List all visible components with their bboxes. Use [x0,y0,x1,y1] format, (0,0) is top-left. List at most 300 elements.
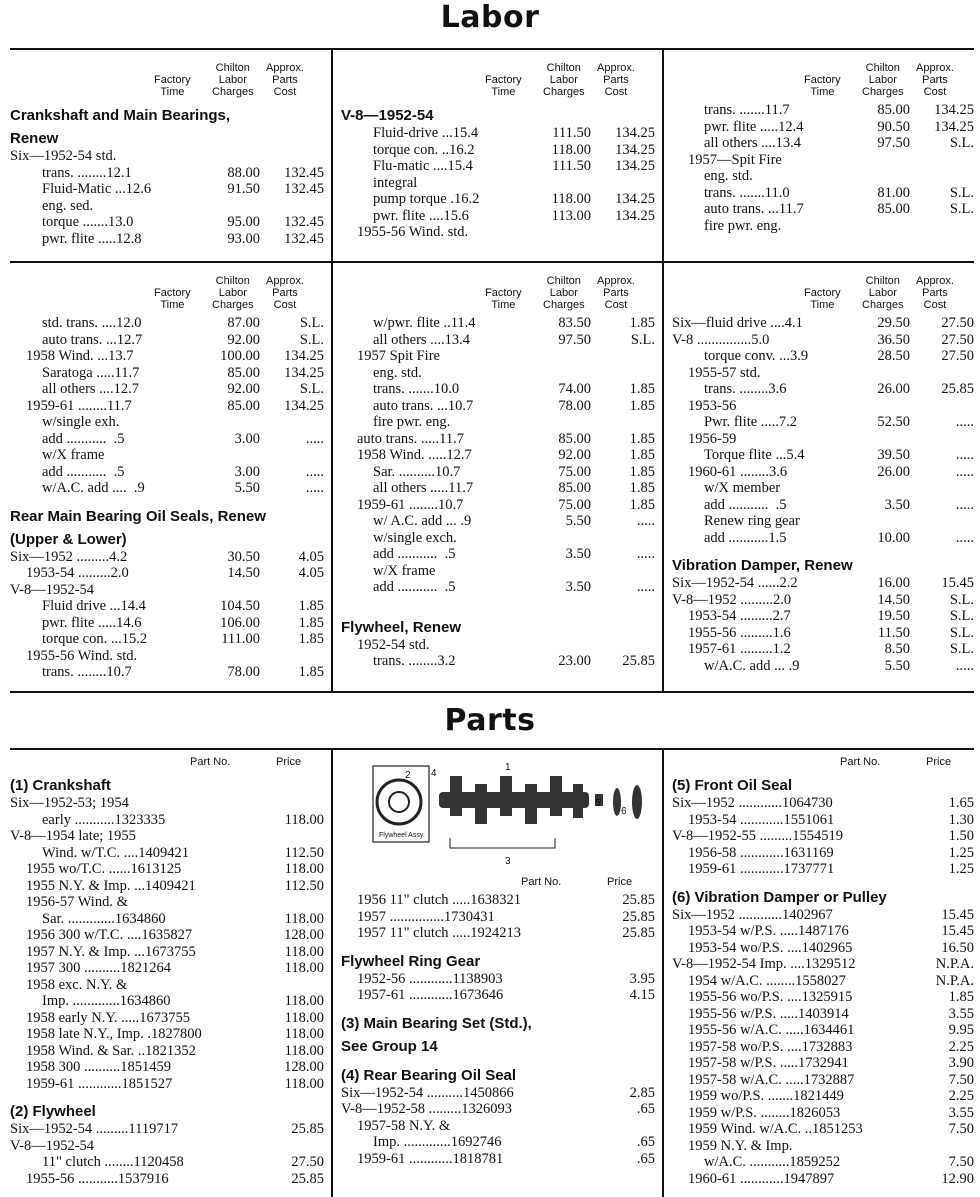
labor-column-header [341,50,655,102]
labor-charge [200,648,260,665]
row-description: trans. ........3.6 [704,381,787,397]
table-row [672,365,974,382]
row-description: 1958 Wind. & Sar. ..1821352 [26,1042,196,1059]
labor-charge: 92.00 [558,447,591,463]
table-row [10,582,324,599]
table-row [10,181,324,198]
part-price: 1.65 [948,795,974,811]
figure-label: 5 [595,798,601,809]
labor-charge: 14.50 [227,565,260,581]
row-description: integral [373,174,418,191]
row-description: 1956-59 [688,430,737,447]
table-row [672,530,974,547]
row-description: 1959 w/P.S. ........1826053 [688,1104,841,1121]
labor-block [341,50,655,241]
table-row [672,447,974,464]
row-description: 1957 Spit Fire [357,348,440,364]
table-row [672,625,974,642]
parts-cost: S.L. [949,608,974,624]
part-price: 1.25 [948,844,974,861]
part-price: 27.50 [291,1154,324,1170]
labor-charge [531,224,591,241]
table-row [10,861,324,878]
row-description: Imp. .............1634860 [42,993,171,1009]
section-title: (1) Crankshaft [10,777,111,794]
spacer [672,546,974,552]
parts-column [672,752,974,1187]
col-header-approx: Approx. Parts Cost [266,62,304,98]
row-description: 1954 w/A.C. ........1558027 [688,972,846,989]
labor-charge: 88.00 [227,164,260,181]
row-description: 1960-61 ............1947897 [688,1170,835,1187]
crankshaft-diagram [355,758,655,872]
table-row [672,398,974,415]
parts-cost [591,224,655,241]
parts-cost [260,198,324,215]
table-row [10,381,324,398]
table-row [341,1101,655,1118]
part-price [912,1138,974,1155]
parts-column-header [10,752,324,772]
parts-cost: 25.85 [941,381,974,397]
spacer [341,942,655,948]
labor-charge: 92.00 [227,381,260,397]
part-price: 112.50 [284,844,324,861]
labor-charge: 3.50 [884,496,910,513]
row-description: add ...........1.5 [704,529,787,546]
row-description: trans. ........10.7 [42,664,132,680]
part-price: .65 [636,1134,655,1150]
row-description: add ........... .5 [704,496,787,513]
part-price: 128.00 [284,927,324,943]
table-row [341,125,655,142]
table-row [10,878,324,895]
labor-block [672,50,974,234]
parts-cost [910,431,974,448]
table-row [10,993,324,1010]
parts-cost [260,414,324,431]
labor-charge: 29.50 [877,315,910,331]
table-row [10,414,324,431]
part-price: 9.95 [948,1022,974,1038]
row-description: 1957 N.Y. & Imp. ...1673755 [26,943,196,960]
part-price: 128.00 [284,1059,324,1075]
table-row [341,530,655,547]
table-row [10,431,324,448]
part-price: N.P.A. [935,956,974,972]
labor-charge: 16.00 [877,575,910,591]
table-row [672,102,974,119]
row-description: Imp. .............1692746 [373,1134,502,1150]
row-description: V-8—1952-54 [10,581,95,598]
row-description: 1959-61 ........10.7 [357,496,464,513]
row-description: w/A.C. add ... .9 [704,657,800,674]
row-description: 1957 300 ..........1821264 [26,960,171,976]
table-row [672,464,974,481]
row-description: 1955-56 ...........1537916 [26,1170,169,1187]
labor-charge: 3.50 [565,579,591,595]
labor-charge [531,530,591,547]
parts-cost: ..... [955,414,974,430]
row-description: 1955-57 std. [688,364,761,381]
parts-cost [910,480,974,497]
col-header-approx: Approx. Parts Cost [266,275,304,311]
part-price: 7.50 [948,1154,974,1170]
labor-charge [531,414,591,431]
table-row [672,480,974,497]
row-description: 1955-56 Wind. std. [357,224,469,240]
table-row [341,925,655,942]
parts-cost [591,348,655,365]
parts-top-rule [10,748,974,750]
row-description: pwr. flite .....12.4 [704,118,804,135]
parts-cost [591,414,655,431]
row-description: V-8—1952-54 [10,1137,95,1154]
table-row [10,828,324,845]
row-description: add ........... .5 [42,463,125,480]
parts-cost: ..... [636,546,655,562]
labor-charge: 85.00 [558,480,591,496]
labor-charge: 14.50 [877,591,910,608]
table-row [341,579,655,596]
parts-cost [910,152,974,169]
row-description: 1958 300 ..........1851459 [26,1059,171,1075]
labor-column-header [341,263,655,315]
labor-charge: 74.00 [558,381,591,397]
parts-cost [591,637,655,654]
part-price: 112.50 [284,877,324,894]
labor-charge: 87.00 [227,315,260,331]
row-description: w/A.C. add .... .9 [42,480,145,496]
part-price: 118.00 [284,993,324,1009]
table-row [10,845,324,862]
labor-charge: 78.00 [558,397,591,414]
labor-charge: 5.50 [884,657,910,674]
labor-charge: 100.00 [220,348,260,364]
parts-cost: ..... [955,496,974,513]
labor-charge: 3.50 [565,546,591,562]
row-description: 1960-61 ........3.6 [688,463,788,480]
parts-cost [591,175,655,192]
row-description: w/X frame [42,447,105,463]
parts-cost [910,365,974,382]
part-price: 118.00 [284,811,324,828]
figure-label: 1 [505,762,511,773]
labor-charge: 39.50 [877,447,910,463]
labor-heading: Labor [440,0,540,35]
part-price: 15.45 [941,906,974,923]
table-row [341,191,655,208]
part-price [593,1118,655,1135]
labor-charge: 90.50 [877,118,910,135]
parts-column [341,752,655,1167]
parts-cost: 1.85 [629,381,655,397]
parts-cost: 27.50 [941,315,974,331]
part-price: 118.00 [284,1026,324,1042]
row-description: 1952-54 std. [357,636,430,653]
table-row [10,944,324,961]
row-description: std. trans. ....12.0 [42,315,142,331]
part-price: 3.55 [948,1005,974,1022]
labor-column-header [672,50,974,102]
part-price: 118.00 [284,960,324,976]
parts-cost: ..... [955,529,974,546]
row-description: 1955-56 w/P.S. .....1403914 [688,1005,849,1022]
labor-charge [850,398,910,415]
table-row [672,845,974,862]
labor-col-divider-2 [662,50,664,691]
labor-charge: 85.00 [877,102,910,118]
part-price [262,977,324,994]
table-row [10,565,324,582]
labor-charge [531,365,591,382]
part-price: 1.85 [948,989,974,1005]
parts-cost: S.L. [299,381,324,397]
row-description: Fluid-drive ...15.4 [373,125,479,141]
row-description: Torque flite ...5.4 [704,447,805,463]
table-row [672,956,974,973]
parts-cost: 1.85 [629,496,655,513]
table-row [341,315,655,332]
table-row [672,907,974,924]
col-header-price: Price [276,756,302,768]
col-header-chilton: Chilton Labor Charges [543,275,585,311]
parts-cost: S.L. [949,641,974,657]
row-description: 1957-61 .........1.2 [688,641,791,657]
labor-col-divider-1 [331,50,333,691]
row-description: 1959 wo/P.S. .......1821449 [688,1088,844,1104]
table-row [341,414,655,431]
parts-cost: 132.45 [284,214,324,230]
part-price [262,1138,324,1155]
spacer [10,497,324,503]
labor-charge [531,563,591,580]
table-row [10,398,324,415]
section-title: (3) Main Bearing Set (Std.), [341,1014,532,1032]
parts-heading: Parts [444,703,536,738]
labor-charge: 93.00 [227,230,260,247]
table-row [672,1121,974,1138]
table-row [672,1055,974,1072]
labor-charge: 95.00 [227,214,260,230]
parts-cost: 1.85 [629,463,655,480]
parts-cost: ..... [305,430,324,447]
table-row [672,1039,974,1056]
labor-bottom-rule [10,691,974,693]
row-description: 1955-56 wo/P.S. ....1325915 [688,989,853,1005]
section-title: (6) Vibration Damper or Pulley [672,888,887,906]
part-price [262,894,324,911]
parts-cost: S.L. [949,624,974,641]
part-price: N.P.A. [935,972,974,989]
parts-cost: 134.25 [934,102,974,118]
table-row [672,332,974,349]
table-row [10,1010,324,1027]
labor-charge: 75.00 [558,496,591,513]
labor-charge: 28.50 [877,348,910,364]
row-description: 1953-54 wo/P.S. ....1402965 [688,939,853,956]
labor-charge: 11.50 [877,624,910,641]
table-row [341,637,655,654]
table-row [10,812,324,829]
labor-block [10,263,324,681]
table-row [672,861,974,878]
section-title: (5) Front Oil Seal [672,777,793,794]
table-row [10,1121,324,1138]
parts-cost: S.L. [299,315,324,331]
row-description: all others ....12.7 [42,381,140,397]
row-description: pump torque .16.2 [373,191,480,207]
table-row [672,135,974,152]
figure-label: 2 [405,770,411,781]
part-price: 25.85 [622,908,655,925]
table-row [672,348,974,365]
row-description: w/single exch. [373,529,457,546]
parts-cost: 134.25 [615,158,655,174]
row-description: 1958 Wind. .....12.7 [357,447,472,463]
labor-charge: 8.50 [884,641,910,657]
row-description: 1959-61 ............1818781 [357,1150,504,1167]
labor-charge [200,198,260,215]
table-row [672,1022,974,1039]
labor-charge: 81.00 [877,184,910,201]
row-description: 1955-56 Wind. std. [26,647,138,664]
table-row [341,513,655,530]
row-description: Fluid drive ...14.4 [42,598,146,614]
table-row [10,348,324,365]
table-row [672,795,974,812]
labor-charge: 3.00 [234,430,260,447]
col-header-approx: Approx. Parts Cost [597,275,635,311]
parts-cost: 1.85 [298,664,324,680]
col-header-part-no: Part No. [840,756,881,768]
col-header-price: Price [607,876,633,888]
table-row [672,1072,974,1089]
table-row [341,431,655,448]
row-description: 1953-54 .........2.7 [688,608,791,624]
col-header-part-no: Part No. [521,876,562,888]
table-row [672,973,974,990]
parts-cost: 134.25 [615,207,655,224]
row-description: 1959 N.Y. & Imp. [688,1137,793,1154]
section-title: Flywheel, Renew [341,618,462,636]
row-description: all others ....13.4 [373,331,471,348]
part-price: 3.55 [948,1104,974,1121]
part-price: 7.50 [948,1071,974,1088]
part-price: 118.00 [284,1042,324,1059]
parts-cost: 15.45 [941,575,974,591]
table-row [341,398,655,415]
row-description: trans. .......11.7 [704,102,790,118]
row-description: fire pwr. eng. [704,217,782,234]
row-description: Six—1952 ............1064730 [672,795,833,811]
table-row [341,497,655,514]
table-row [10,648,324,665]
col-header-chilton: Chilton Labor Charges [862,62,904,98]
col-header-factory: Factory Time [154,74,191,98]
row-description: torque conv. ...3.9 [704,348,809,364]
table-row [341,546,655,563]
table-row [10,795,324,812]
row-description: trans. .......11.0 [704,184,790,201]
parts-cost: 132.45 [284,181,324,197]
row-description: torque con. ..16.2 [373,141,475,158]
row-description: auto trans. .....11.7 [357,430,464,447]
row-description: 1957—Spit Fire [688,151,782,168]
parts-cost: 132.45 [284,230,324,247]
row-description: 1958 Wind. ...13.7 [26,348,134,364]
table-row [10,231,324,248]
table-row [10,960,324,977]
table-row [672,812,974,829]
col-header-approx: Approx. Parts Cost [916,62,954,98]
labor-charge: 5.50 [565,513,591,529]
parts-cost [910,218,974,235]
labor-charge: 85.00 [558,430,591,447]
table-row [10,664,324,681]
figure-label: 6 [621,806,627,817]
col-header-chilton: Chilton Labor Charges [543,62,585,98]
part-price: 4.15 [629,987,655,1003]
row-description: Six—1952-53; 1954 [10,795,129,811]
row-description: eng. std. [373,364,422,381]
parts-cost: 134.25 [284,397,324,414]
table-row [341,1134,655,1151]
part-price: 25.85 [622,892,655,908]
labor-charge: 78.00 [227,664,260,680]
row-description: torque .......13.0 [42,214,134,230]
parts-cost: 4.05 [298,565,324,581]
labor-charge [531,637,591,654]
table-row [672,513,974,530]
row-description: V-8—1952-58 .........1326093 [341,1101,513,1117]
parts-cost: 25.85 [622,653,655,669]
row-description: V-8—1954 late; 1955 [10,828,136,844]
part-price: 118.00 [284,1075,324,1092]
row-description: 1953-54 w/P.S. .....1487176 [688,923,849,939]
row-description: trans. ........12.1 [42,164,132,181]
col-header-approx: Approx. Parts Cost [597,62,635,98]
parts-cost: ..... [305,463,324,480]
row-description: 1959-61 ............1851527 [26,1075,173,1092]
table-row [10,977,324,994]
row-description: auto trans. ...11.7 [704,201,804,217]
parts-cost: 134.25 [615,191,655,207]
row-description: Wind. w/T.C. ....1409421 [42,844,189,861]
table-row [341,332,655,349]
row-description: 1955-56 w/A.C. .....1634461 [688,1022,855,1038]
row-description: auto trans. ...10.7 [373,397,474,414]
table-row [672,575,974,592]
section-title: Renew [10,130,59,147]
parts-cost: ..... [955,463,974,480]
col-header-part-no: Part No. [190,756,231,768]
part-price: 118.00 [284,1009,324,1026]
parts-cost: 1.85 [298,614,324,631]
table-row [10,165,324,182]
table-row [10,365,324,382]
table-row [672,185,974,202]
table-row [341,447,655,464]
parts-cost: 134.25 [284,348,324,364]
row-description: 1952-56 ............1138903 [357,970,503,987]
part-price: 1.30 [948,811,974,828]
labor-charge: 85.00 [227,397,260,414]
table-row [10,198,324,215]
table-row [672,592,974,609]
table-row [672,1105,974,1122]
parts-cost: 1.85 [629,480,655,496]
